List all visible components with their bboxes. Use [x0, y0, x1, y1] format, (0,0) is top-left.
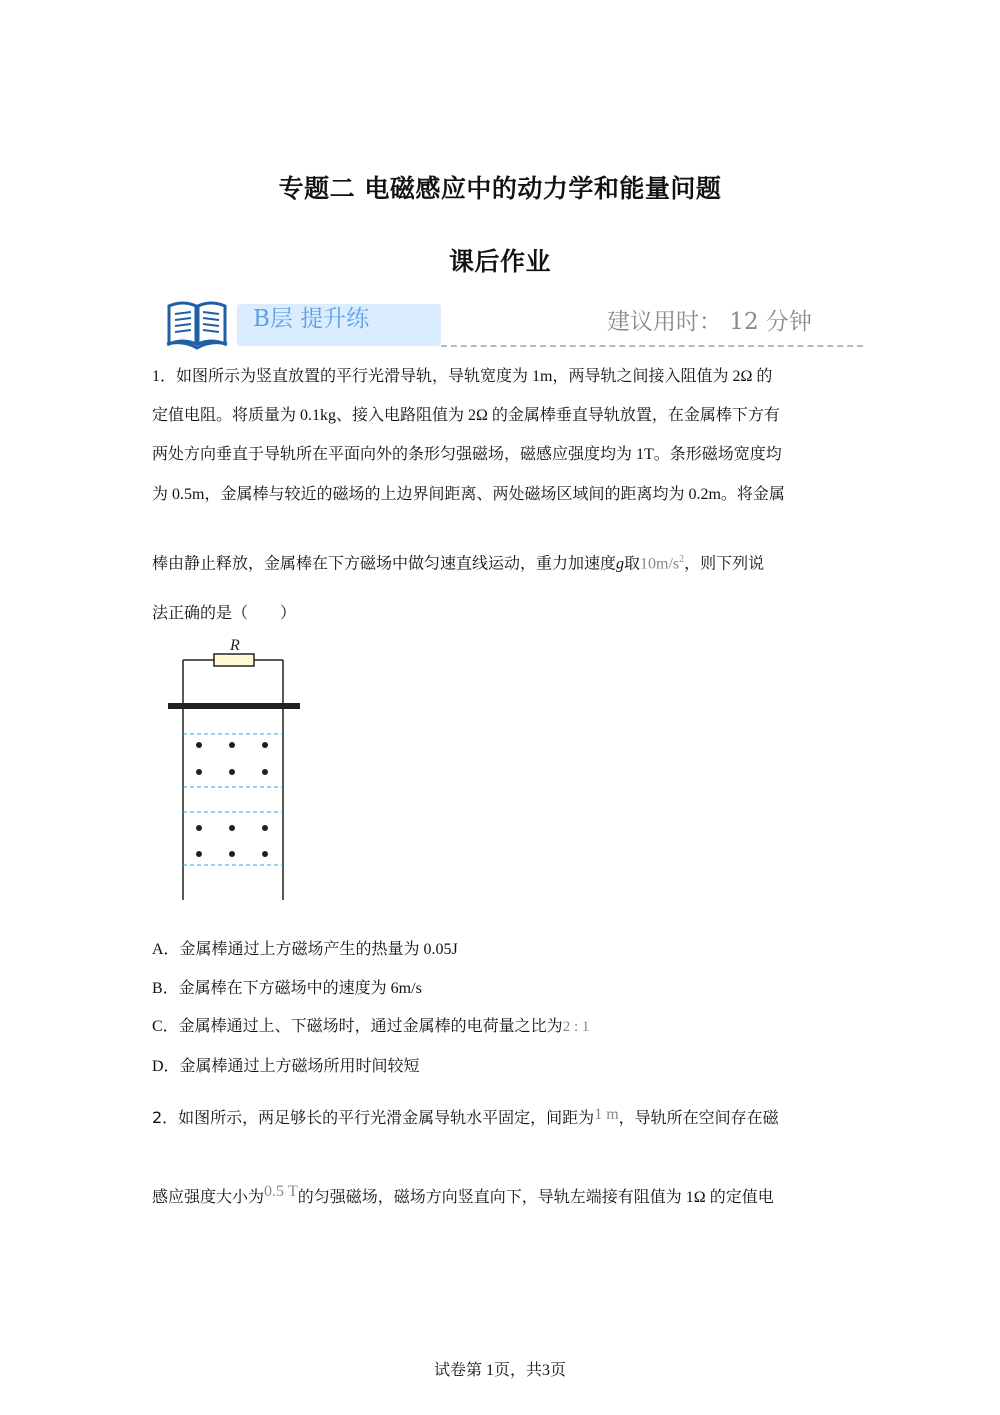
gravity-symbol: g — [616, 555, 625, 573]
option-c-text: C．金属棒通过上、下磁场时，通过金属棒的电荷量之比为 — [152, 1018, 563, 1035]
q2-line-1 — [152, 1108, 779, 1129]
option-c — [152, 1017, 589, 1037]
q2-line1-end: ，导轨所在空间存在磁 — [618, 1108, 779, 1127]
book-icon — [165, 298, 229, 350]
option-b: B．金属棒在下方磁场中的速度为 6m/s — [152, 980, 422, 997]
q2-line2-text: 感应强度大小为 — [152, 1189, 265, 1206]
q1-line-2: 定值电阻。将质量为 0.1kg、接入电路阻值为 2Ω 的金属棒垂直导轨放置，在金属棒下方有 — [152, 407, 780, 424]
field-strength: 0.5 T — [264, 1183, 298, 1200]
q1-line-5 — [152, 550, 764, 574]
q2-line1-text: 2．如图所示，两足够长的平行光滑金属导轨水平固定，间距为 — [152, 1108, 595, 1127]
q1-line-1: 1．如图所示为竖直放置的平行光滑导轨，导轨宽度为 1m，两导轨之间接入阻值为 2Ω 的 — [152, 368, 773, 385]
q2-line2-end: 的匀强磁场，磁场方向竖直向下，导轨左端接有阻值为 1Ω 的定值电 — [297, 1189, 774, 1206]
q2-line-2 — [152, 1183, 774, 1208]
charge-ratio: 2 : 1 — [562, 1019, 590, 1035]
resistor-label: R — [230, 637, 240, 654]
q1-line-6: 法正确的是（ ） — [152, 603, 297, 622]
rail-spacing: 1 m — [594, 1106, 619, 1123]
q1-line-4: 为 0.5m，金属棒与较近的磁场的上边界间距离、两处磁场区域间的距离均为 0.2m。将金属 — [152, 486, 785, 503]
gravity-exponent: 2 — [679, 554, 685, 565]
gravity-value: 10m/s — [640, 555, 680, 573]
divider — [441, 345, 863, 347]
option-d: D．金属棒通过上方磁场所用时间较短 — [152, 1058, 420, 1075]
q1-line-3: 两处方向垂直于导轨所在平面向外的条形匀强磁场，磁感应强度均为 1T。条形磁场宽度均 — [152, 446, 782, 463]
page-footer: 试卷第 1页，共3页 — [433, 1362, 566, 1379]
page-subtitle: 课后作业 — [448, 247, 551, 276]
q1-line5-take: 取 — [624, 553, 641, 573]
suggested-time: 建议用时： 12 分钟 — [607, 309, 812, 335]
option-a: A．金属棒通过上方磁场产生的热量为 0.05J — [152, 941, 458, 958]
q1-line5-end: ，则下列说 — [684, 553, 765, 573]
q1-line5-text: 棒由静止释放，金属棒在下方磁场中做匀速直线运动，重力加速度 — [152, 553, 617, 573]
level-label: B层 提升练 — [253, 306, 370, 332]
circuit-figure — [160, 632, 310, 907]
page-title: 专题二 电磁感应中的动力学和能量问题 — [278, 174, 722, 203]
